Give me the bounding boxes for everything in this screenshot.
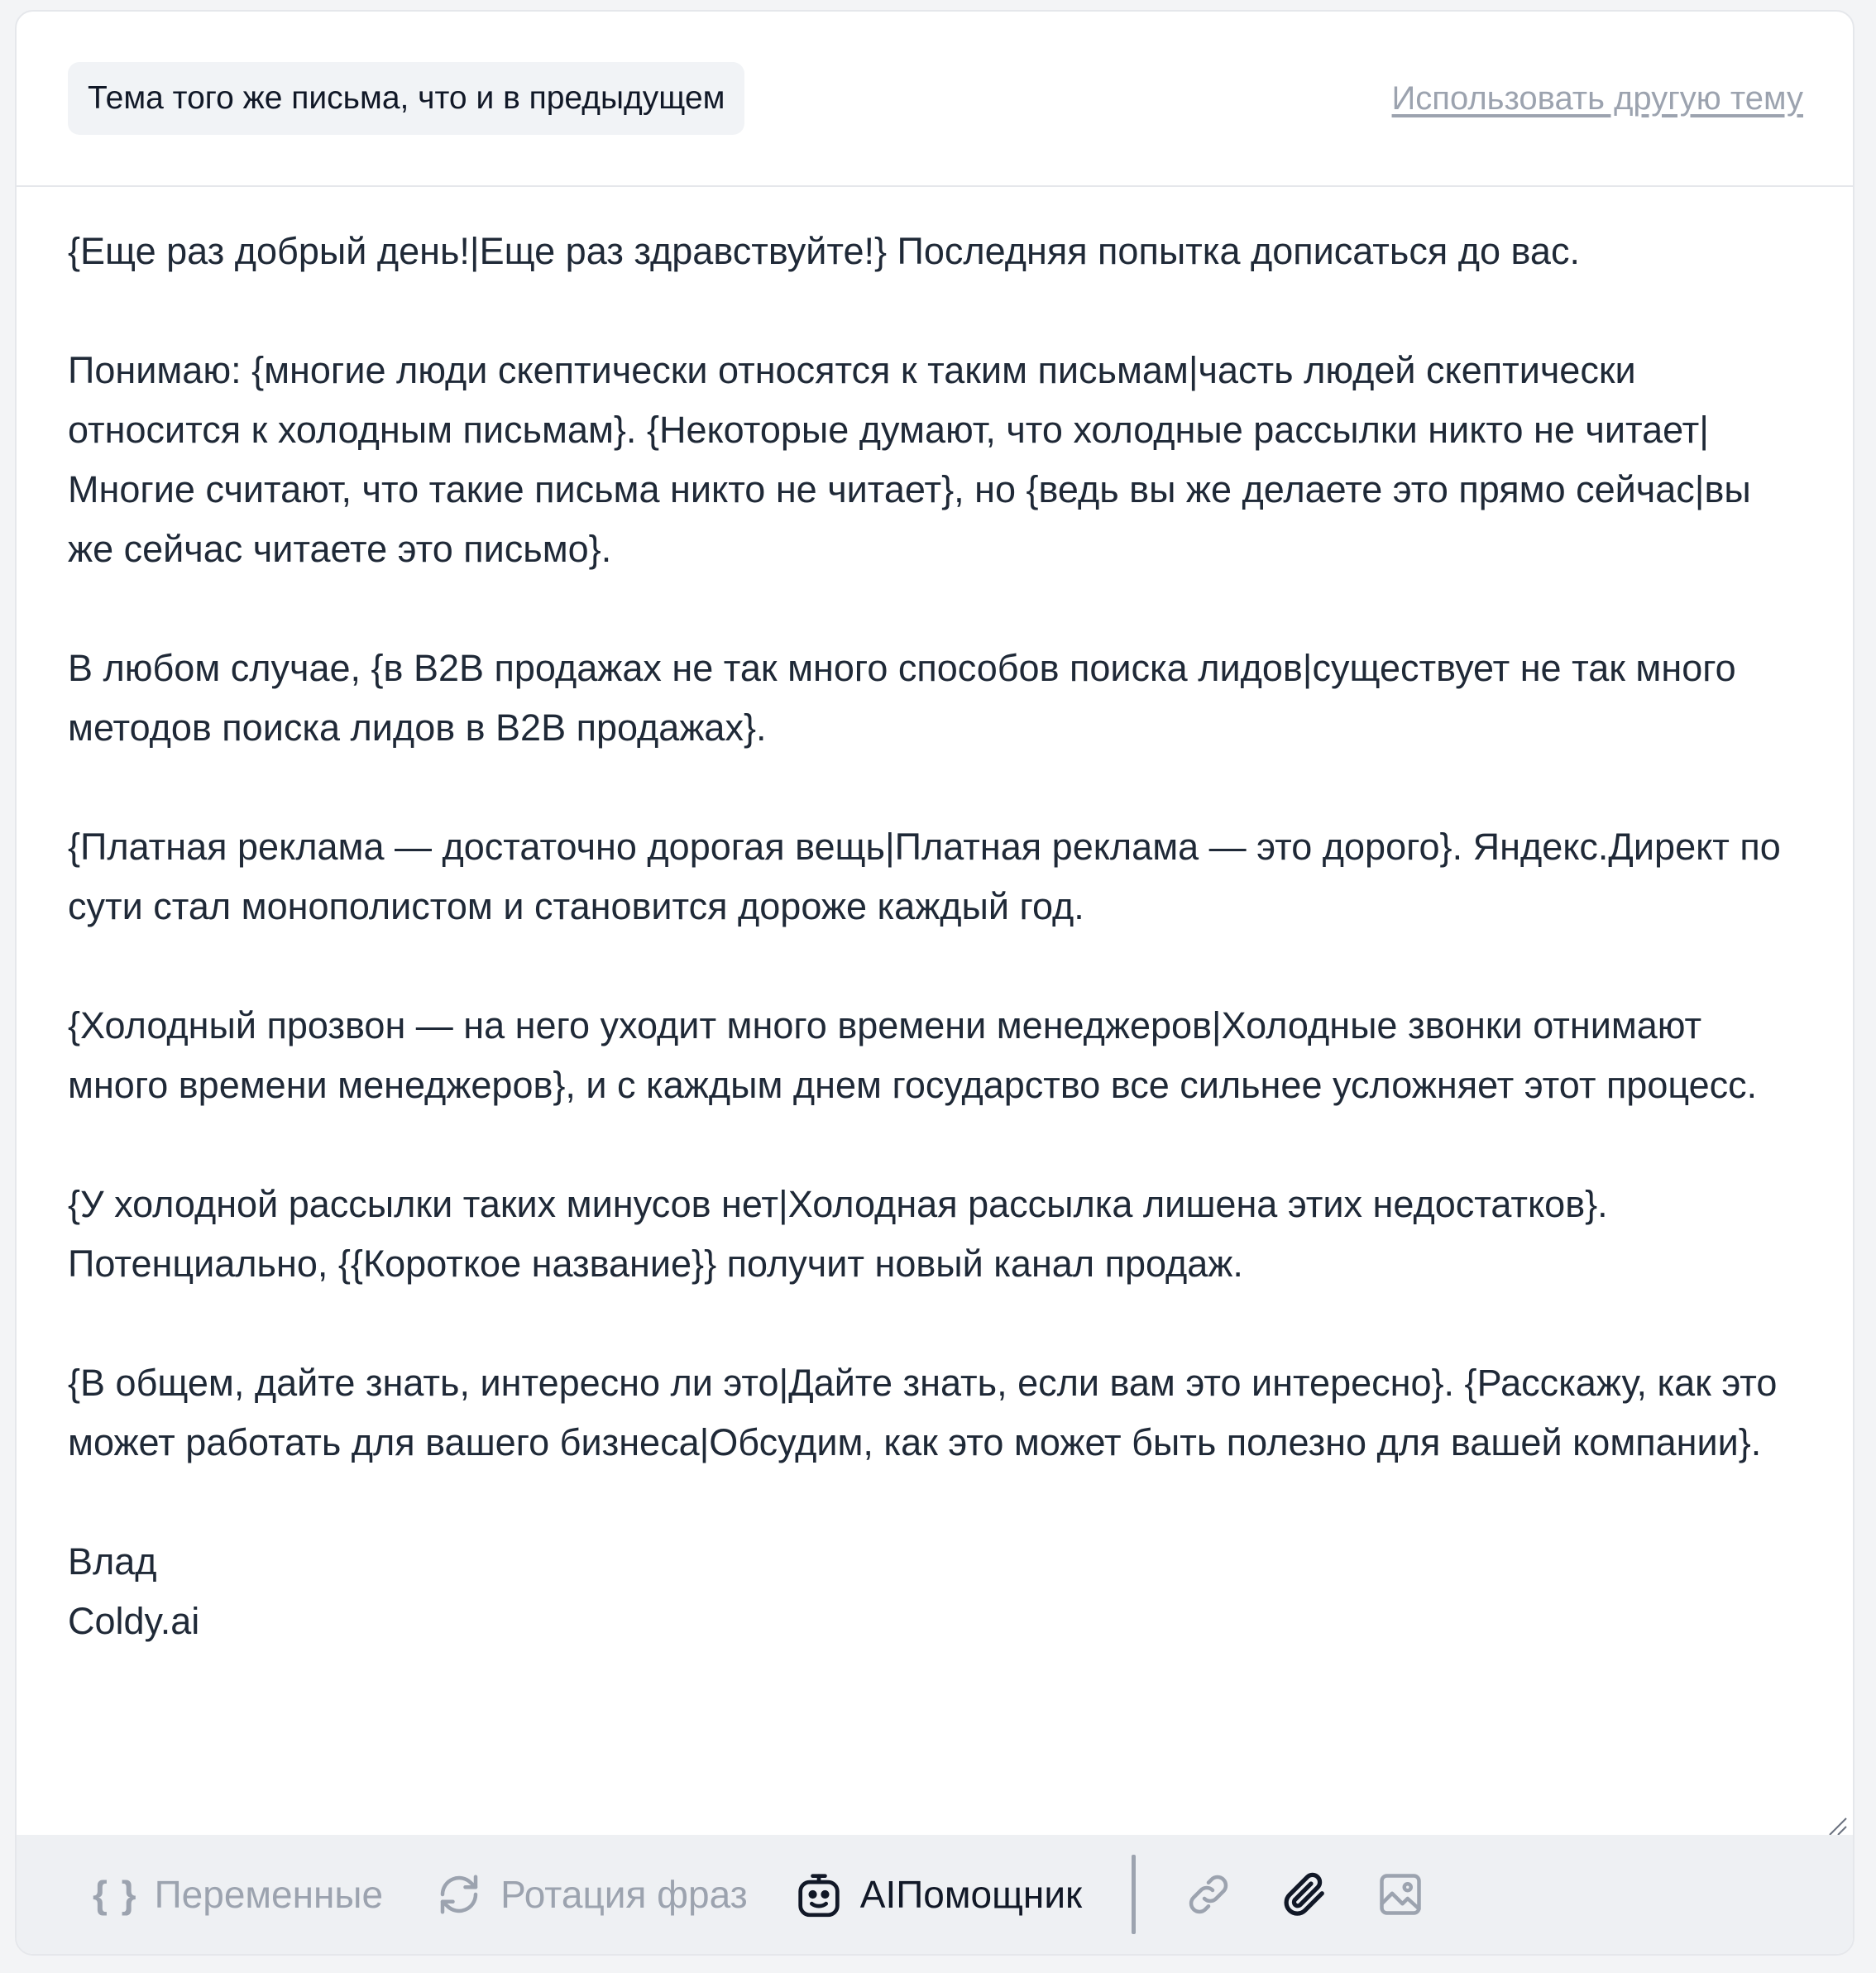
link-icon[interactable] (1184, 1870, 1233, 1919)
email-body-text[interactable] (68, 222, 1803, 1651)
body-paragraph: В любом случае, {в B2B продажах не так много способов поиска лидов|существует не так много методов поиска лидов в B2B продажах}. (68, 647, 1736, 749)
ai-assistant-label: AIПомощник (859, 1873, 1083, 1916)
paperclip-icon[interactable] (1280, 1870, 1329, 1919)
braces-icon: { } (93, 1873, 138, 1916)
rotate-icon (434, 1870, 484, 1919)
image-icon[interactable] (1376, 1870, 1425, 1919)
editor-toolbar (17, 1835, 1853, 1954)
subject-chip[interactable]: Тема того же письма, что и в предыдущем (68, 62, 744, 135)
email-body-editor[interactable] (17, 187, 1853, 1840)
signature-company: Coldy.ai (68, 1600, 200, 1642)
resize-handle-icon[interactable] (1826, 1815, 1848, 1837)
body-paragraph: {У холодной рассылки таких минусов нет|Холодная рассылка лишена этих недостатков}. Потенциально, {{Короткое название}} получит новый канал продаж. (68, 1183, 1608, 1285)
body-paragraph: {В общем, дайте знать, интересно ли это|Дайте знать, если вам это интересно}. {Расскажу, как это может работать для вашего бизнеса|Обсудим, как это может быть полезно для вашей компании}. (68, 1362, 1778, 1463)
signature-name: Влад (68, 1540, 157, 1583)
robot-icon (794, 1869, 844, 1920)
use-other-subject-link[interactable]: Использовать другую тему (1391, 79, 1803, 117)
phrase-rotation-label: Ротация фраз (500, 1873, 748, 1916)
variables-button[interactable] (93, 1872, 383, 1917)
email-editor-card (15, 10, 1854, 1956)
toolbar-divider (1132, 1855, 1136, 1934)
body-paragraph: {Холодный прозвон — на него уходит много времени менеджеров|Холодные звонки отнимают много времени менеджеров}, и с каждым днем государство все сильнее усложняет этот процесс. (68, 1004, 1758, 1106)
phrase-rotation-button[interactable] (434, 1870, 748, 1919)
body-paragraph: {Еще раз добрый день!|Еще раз здравствуйте!} Последняя попытка дописаться до вас. (68, 230, 1580, 272)
body-paragraph: {Платная реклама — достаточно дорогая вещь|Платная реклама — это дорого}. Яндекс.Директ по сути стал монополистом и становится дороже каждый год. (68, 826, 1781, 927)
ai-assistant-button[interactable] (794, 1869, 1082, 1920)
body-paragraph: Понимаю: {многие люди скептически относятся к таким письмам|часть людей скептически относится к холодным письмам}. {Некоторые думают, что холодные рассылки никто не читает|Многие считают, что такие письма никто не читает}, но {ведь вы же делаете это прямо сейчас|вы же сейчас читаете это письмо}. (68, 349, 1751, 570)
subject-row (17, 12, 1853, 187)
variables-label: Переменные (154, 1873, 384, 1916)
